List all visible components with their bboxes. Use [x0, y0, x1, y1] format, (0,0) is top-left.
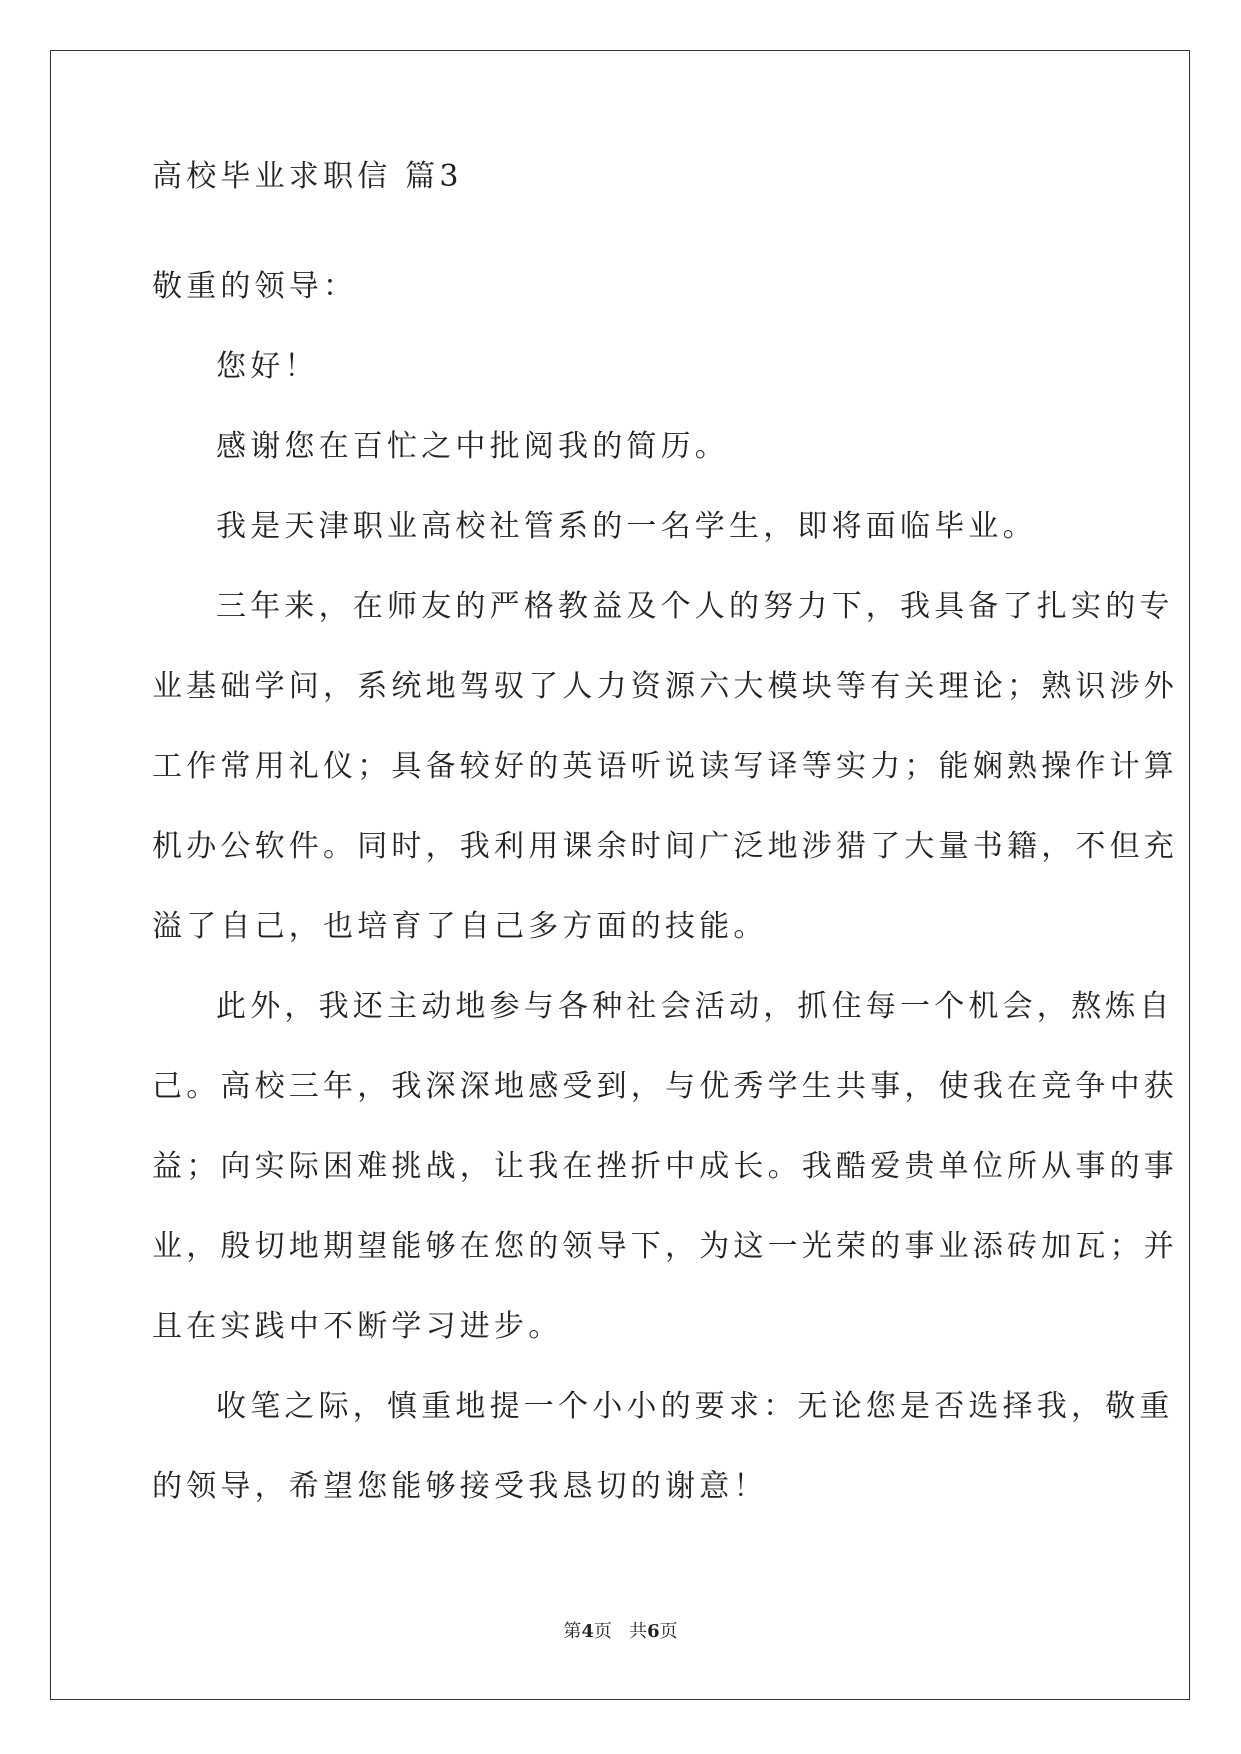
total-pages: 6	[647, 1621, 660, 1642]
page-unit: 页	[593, 1621, 612, 1642]
greeting: 您好！	[216, 349, 319, 384]
paragraph-line: 益；向实际困难挑战，让我在挫折中成长。我酷爱贵单位所从事的事	[152, 1149, 1178, 1184]
paragraph-line: 我是天津职业高校社管系的一名学生，即将面临毕业。	[216, 509, 1037, 544]
paragraph-line: 收笔之际，慎重地提一个小小的要求：无论您是否选择我，敬重	[216, 1389, 1174, 1424]
letter-title: 高校毕业求职信 篇3	[152, 159, 463, 194]
page-number: 4	[581, 1621, 594, 1642]
paragraph-line: 的领导，希望您能够接受我恳切的谢意！	[152, 1469, 768, 1504]
total-unit: 页	[659, 1621, 678, 1642]
paragraph-line: 且在实践中不断学习进步。	[152, 1309, 563, 1344]
salutation: 敬重的领导：	[152, 269, 358, 304]
paragraph-line: 业，殷切地期望能够在您的领导下，为这一光荣的事业添砖加瓦；并	[152, 1229, 1178, 1264]
paragraph-line: 机办公软件。同时，我利用课余时间广泛地涉猎了大量书籍，不但充	[152, 829, 1178, 864]
paragraph-line: 工作常用礼仪；具备较好的英语听说读写译等实力；能娴熟操作计算	[152, 749, 1178, 784]
page-prefix: 第	[563, 1621, 582, 1642]
paragraph-line: 感谢您在百忙之中批阅我的简历。	[216, 429, 729, 464]
paragraph-line: 溢了自己，也培育了自己多方面的技能。	[152, 909, 768, 944]
total-prefix: 共	[629, 1621, 648, 1642]
paragraph-line: 此外，我还主动地参与各种社会活动，抓住每一个机会，熬炼自	[216, 989, 1174, 1024]
paragraph-line: 三年来，在师友的严格教益及个人的努力下，我具备了扎实的专	[216, 589, 1174, 624]
paragraph-line: 业基础学问，系统地驾驭了人力资源六大模块等有关理论；熟识涉外	[152, 669, 1178, 704]
letter-body	[152, 159, 1178, 1527]
paragraph-line: 己。高校三年，我深深地感受到，与优秀学生共事，使我在竞争中获	[152, 1069, 1178, 1104]
page-footer	[0, 1617, 1241, 1643]
